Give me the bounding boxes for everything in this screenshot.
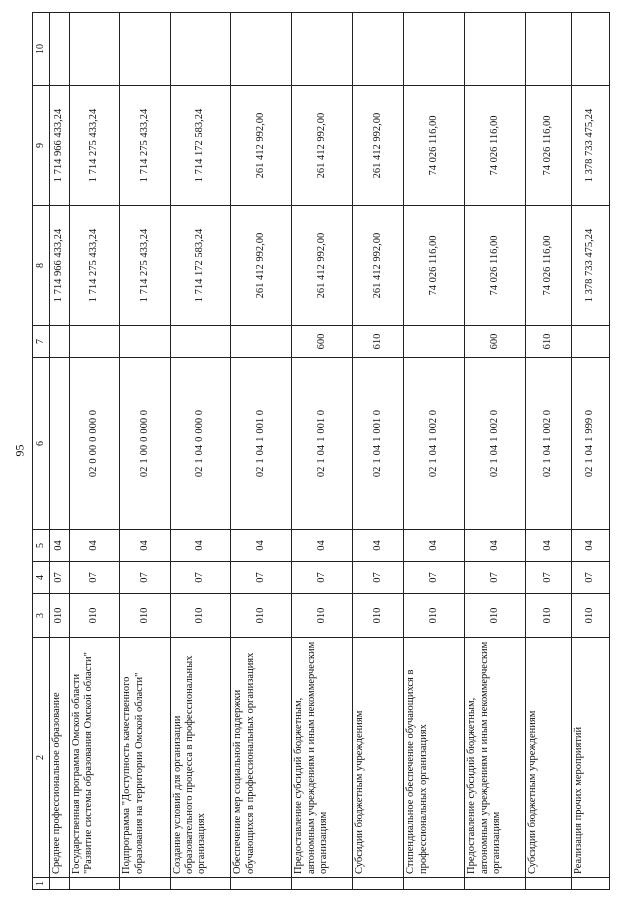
- amount-cell: 261 412 992,00: [353, 206, 404, 326]
- note-cell: [231, 13, 292, 86]
- subsection-cell: 04: [404, 530, 465, 562]
- column-header: 7: [33, 326, 50, 358]
- code-part: 0: [88, 458, 100, 464]
- expense-type-cell: [170, 326, 231, 358]
- code-part: 1: [255, 436, 267, 442]
- subsection-cell: 04: [170, 530, 231, 562]
- code-part: 02: [488, 466, 500, 478]
- admin-code-cell: 010: [404, 594, 465, 638]
- expense-type-cell: [120, 326, 170, 358]
- expense-type-cell: 600: [465, 326, 526, 358]
- section-cell: 07: [170, 562, 231, 594]
- column-number-row: [33, 13, 50, 890]
- code-part: 0: [194, 436, 206, 442]
- section-cell: 07: [231, 562, 292, 594]
- column-header: 9: [33, 86, 50, 206]
- target-article-code: [255, 361, 267, 526]
- section-cell: 07: [120, 562, 170, 594]
- row-name-cell: Обеспечение мер социальной поддержки обучающихся в профессиональных организациях: [231, 638, 292, 878]
- row-number-cell: [572, 878, 610, 890]
- section-cell: 07: [526, 562, 572, 594]
- row-number-cell: [465, 878, 526, 890]
- code-part: 02: [194, 466, 206, 478]
- target-article-cell: [170, 358, 231, 530]
- subsection-cell: 04: [353, 530, 404, 562]
- row-name-cell: Государственная программа Омской области "Развитие системы образования Омской области": [69, 638, 119, 878]
- note-cell: [50, 13, 70, 86]
- code-part: 04: [372, 444, 384, 456]
- amount-cell: 74 026 116,00: [526, 206, 572, 326]
- table-row: [465, 13, 526, 890]
- row-name-cell: Предоставление субсидий бюджетным, автономным учреждениям и иным некоммерческим организациям: [292, 638, 353, 878]
- expense-type-cell: [50, 326, 70, 358]
- budget-table: [32, 12, 610, 890]
- code-part: 04: [428, 444, 440, 456]
- amount-cell: 1 378 733 475,24: [572, 86, 610, 206]
- code-part: 02: [542, 466, 554, 478]
- expense-type-cell: [231, 326, 292, 358]
- code-part: 1: [584, 458, 596, 464]
- code-part: 1: [138, 458, 150, 464]
- column-header: 6: [33, 358, 50, 530]
- row-name-cell: Субсидии бюджетным учреждениям: [526, 638, 572, 878]
- code-part: 000 0: [138, 409, 150, 434]
- table-row: [231, 13, 292, 890]
- admin-code-cell: 010: [465, 594, 526, 638]
- amount-cell: 1 378 733 475,24: [572, 206, 610, 326]
- amount-cell: 261 412 992,00: [353, 86, 404, 206]
- section-cell: 07: [404, 562, 465, 594]
- code-part: 02: [315, 466, 327, 478]
- amount-cell: 261 412 992,00: [231, 86, 292, 206]
- note-cell: [69, 13, 119, 86]
- row-name-cell: Среднее профессиональное образование: [50, 638, 70, 878]
- code-part: 1: [542, 436, 554, 442]
- column-header: 8: [33, 206, 50, 326]
- code-part: 001 0: [315, 409, 327, 434]
- section-cell: 07: [50, 562, 70, 594]
- amount-cell: 74 026 116,00: [404, 86, 465, 206]
- code-part: 1: [488, 458, 500, 464]
- code-part: 1: [542, 458, 554, 464]
- code-part: 0: [88, 436, 100, 442]
- amount-cell: 74 026 116,00: [404, 206, 465, 326]
- code-part: 002 0: [428, 409, 440, 434]
- row-number-cell: [50, 878, 70, 890]
- target-article-code: [428, 361, 440, 526]
- code-part: 001 0: [255, 409, 267, 434]
- code-part: 04: [488, 444, 500, 456]
- amount-cell: 261 412 992,00: [231, 206, 292, 326]
- target-article-cell: [50, 358, 70, 530]
- admin-code-cell: 010: [120, 594, 170, 638]
- admin-code-cell: 010: [69, 594, 119, 638]
- table-row: [170, 13, 231, 890]
- column-header: 4: [33, 562, 50, 594]
- admin-code-cell: 010: [353, 594, 404, 638]
- note-cell: [292, 13, 353, 86]
- subsection-cell: 04: [292, 530, 353, 562]
- target-article-code: [194, 361, 206, 526]
- expense-type-cell: [404, 326, 465, 358]
- admin-code-cell: 010: [170, 594, 231, 638]
- amount-cell: 1 714 172 583,24: [170, 86, 231, 206]
- subsection-cell: 04: [572, 530, 610, 562]
- admin-code-cell: 010: [231, 594, 292, 638]
- code-part: 000 0: [194, 409, 206, 434]
- row-number-cell: [69, 878, 119, 890]
- row-number-cell: [404, 878, 465, 890]
- code-part: 999 0: [584, 409, 596, 434]
- code-part: 04: [542, 444, 554, 456]
- row-name-cell: Стипендиальное обеспечение обучающихся в профессиональных организациях: [404, 638, 465, 878]
- amount-cell: 261 412 992,00: [292, 86, 353, 206]
- target-article-code: [316, 361, 328, 526]
- code-part: 02: [428, 466, 440, 478]
- row-number-cell: [353, 878, 404, 890]
- admin-code-cell: 010: [50, 594, 70, 638]
- target-article-cell: [353, 358, 404, 530]
- row-number-cell: [170, 878, 231, 890]
- code-part: 1: [488, 436, 500, 442]
- amount-cell: 1 714 172 583,24: [170, 206, 231, 326]
- column-header: 10: [33, 13, 50, 86]
- code-part: 1: [428, 436, 440, 442]
- amount-cell: 74 026 116,00: [526, 86, 572, 206]
- code-part: 001 0: [372, 409, 384, 434]
- note-cell: [572, 13, 610, 86]
- row-name-cell: Предоставление субсидий бюджетным, автономным учреждениям и иным некоммерческим организациям: [465, 638, 526, 878]
- note-cell: [404, 13, 465, 86]
- code-part: 1: [428, 458, 440, 464]
- target-article-code: [489, 361, 501, 526]
- code-part: 04: [584, 444, 596, 456]
- target-article-cell: [69, 358, 119, 530]
- section-cell: 07: [465, 562, 526, 594]
- amount-cell: 261 412 992,00: [292, 206, 353, 326]
- expense-type-cell: 600: [292, 326, 353, 358]
- table-row: [50, 13, 70, 890]
- target-article-cell: [292, 358, 353, 530]
- amount-cell: 1 714 966 433,24: [50, 206, 70, 326]
- target-article-cell: [120, 358, 170, 530]
- code-part: 02: [372, 466, 384, 478]
- expense-type-cell: 610: [526, 326, 572, 358]
- row-number-cell: [120, 878, 170, 890]
- code-part: 002 0: [542, 409, 554, 434]
- code-part: 1: [194, 458, 206, 464]
- target-article-code: [88, 361, 100, 526]
- target-article-cell: [404, 358, 465, 530]
- code-part: 000 0: [88, 409, 100, 434]
- amount-cell: 74 026 116,00: [465, 206, 526, 326]
- table-row: [69, 13, 119, 890]
- table-row: [572, 13, 610, 890]
- section-cell: 07: [572, 562, 610, 594]
- row-number-cell: [526, 878, 572, 890]
- code-part: 04: [194, 444, 206, 456]
- target-article-cell: [231, 358, 292, 530]
- row-number-cell: [231, 878, 292, 890]
- subsection-cell: 04: [231, 530, 292, 562]
- row-name-cell: Создание условий для организации образовательного процесса в профессиональных организациях: [170, 638, 231, 878]
- table-row: [526, 13, 572, 890]
- expense-type-cell: [69, 326, 119, 358]
- target-article-cell: [465, 358, 526, 530]
- code-part: 1: [372, 458, 384, 464]
- table-row: [404, 13, 465, 890]
- section-cell: 07: [353, 562, 404, 594]
- code-part: 00: [88, 444, 100, 456]
- code-part: 04: [315, 444, 327, 456]
- note-cell: [120, 13, 170, 86]
- code-part: 1: [315, 458, 327, 464]
- target-article-code: [584, 361, 596, 526]
- code-part: 1: [372, 436, 384, 442]
- admin-code-cell: 010: [526, 594, 572, 638]
- code-part: 1: [315, 436, 327, 442]
- row-name-cell: Реализация прочих мероприятий: [572, 638, 610, 878]
- column-header: 1: [33, 878, 50, 890]
- target-article-code: [542, 361, 554, 526]
- table-row: [353, 13, 404, 890]
- code-part: 02: [255, 466, 267, 478]
- target-article-cell: [572, 358, 610, 530]
- table-row: [120, 13, 170, 890]
- table-row: [292, 13, 353, 890]
- expense-type-cell: [572, 326, 610, 358]
- subsection-cell: 04: [465, 530, 526, 562]
- target-article-code: [139, 361, 151, 526]
- row-name-cell: Субсидии бюджетным учреждениям: [353, 638, 404, 878]
- column-header: 3: [33, 594, 50, 638]
- code-part: 1: [255, 458, 267, 464]
- code-part: 00: [138, 444, 150, 456]
- section-cell: 07: [292, 562, 353, 594]
- note-cell: [526, 13, 572, 86]
- page-number: 95: [12, 444, 27, 457]
- code-part: 1: [584, 436, 596, 442]
- code-part: 0: [138, 436, 150, 442]
- subsection-cell: 04: [69, 530, 119, 562]
- amount-cell: 1 714 966 433,24: [50, 86, 70, 206]
- column-header: 5: [33, 530, 50, 562]
- subsection-cell: 04: [120, 530, 170, 562]
- subsection-cell: 04: [50, 530, 70, 562]
- amount-cell: 1 714 275 433,24: [120, 86, 170, 206]
- amount-cell: 1 714 275 433,24: [69, 86, 119, 206]
- section-cell: 07: [69, 562, 119, 594]
- row-name-cell: Подпрограмма "Доступность качественного образования на территории Омской области": [120, 638, 170, 878]
- budget-table-rotated: [32, 13, 610, 890]
- admin-code-cell: 010: [572, 594, 610, 638]
- amount-cell: 1 714 275 433,24: [120, 206, 170, 326]
- note-cell: [465, 13, 526, 86]
- note-cell: [170, 13, 231, 86]
- target-article-cell: [526, 358, 572, 530]
- expense-type-cell: 610: [353, 326, 404, 358]
- code-part: 002 0: [488, 409, 500, 434]
- code-part: 02: [584, 466, 596, 478]
- amount-cell: 1 714 275 433,24: [69, 206, 119, 326]
- row-number-cell: [292, 878, 353, 890]
- subsection-cell: 04: [526, 530, 572, 562]
- column-header: 2: [33, 638, 50, 878]
- admin-code-cell: 010: [292, 594, 353, 638]
- code-part: 02: [88, 466, 100, 478]
- code-part: 02: [138, 466, 150, 478]
- code-part: 04: [255, 444, 267, 456]
- note-cell: [353, 13, 404, 86]
- amount-cell: 74 026 116,00: [465, 86, 526, 206]
- target-article-code: [372, 361, 384, 526]
